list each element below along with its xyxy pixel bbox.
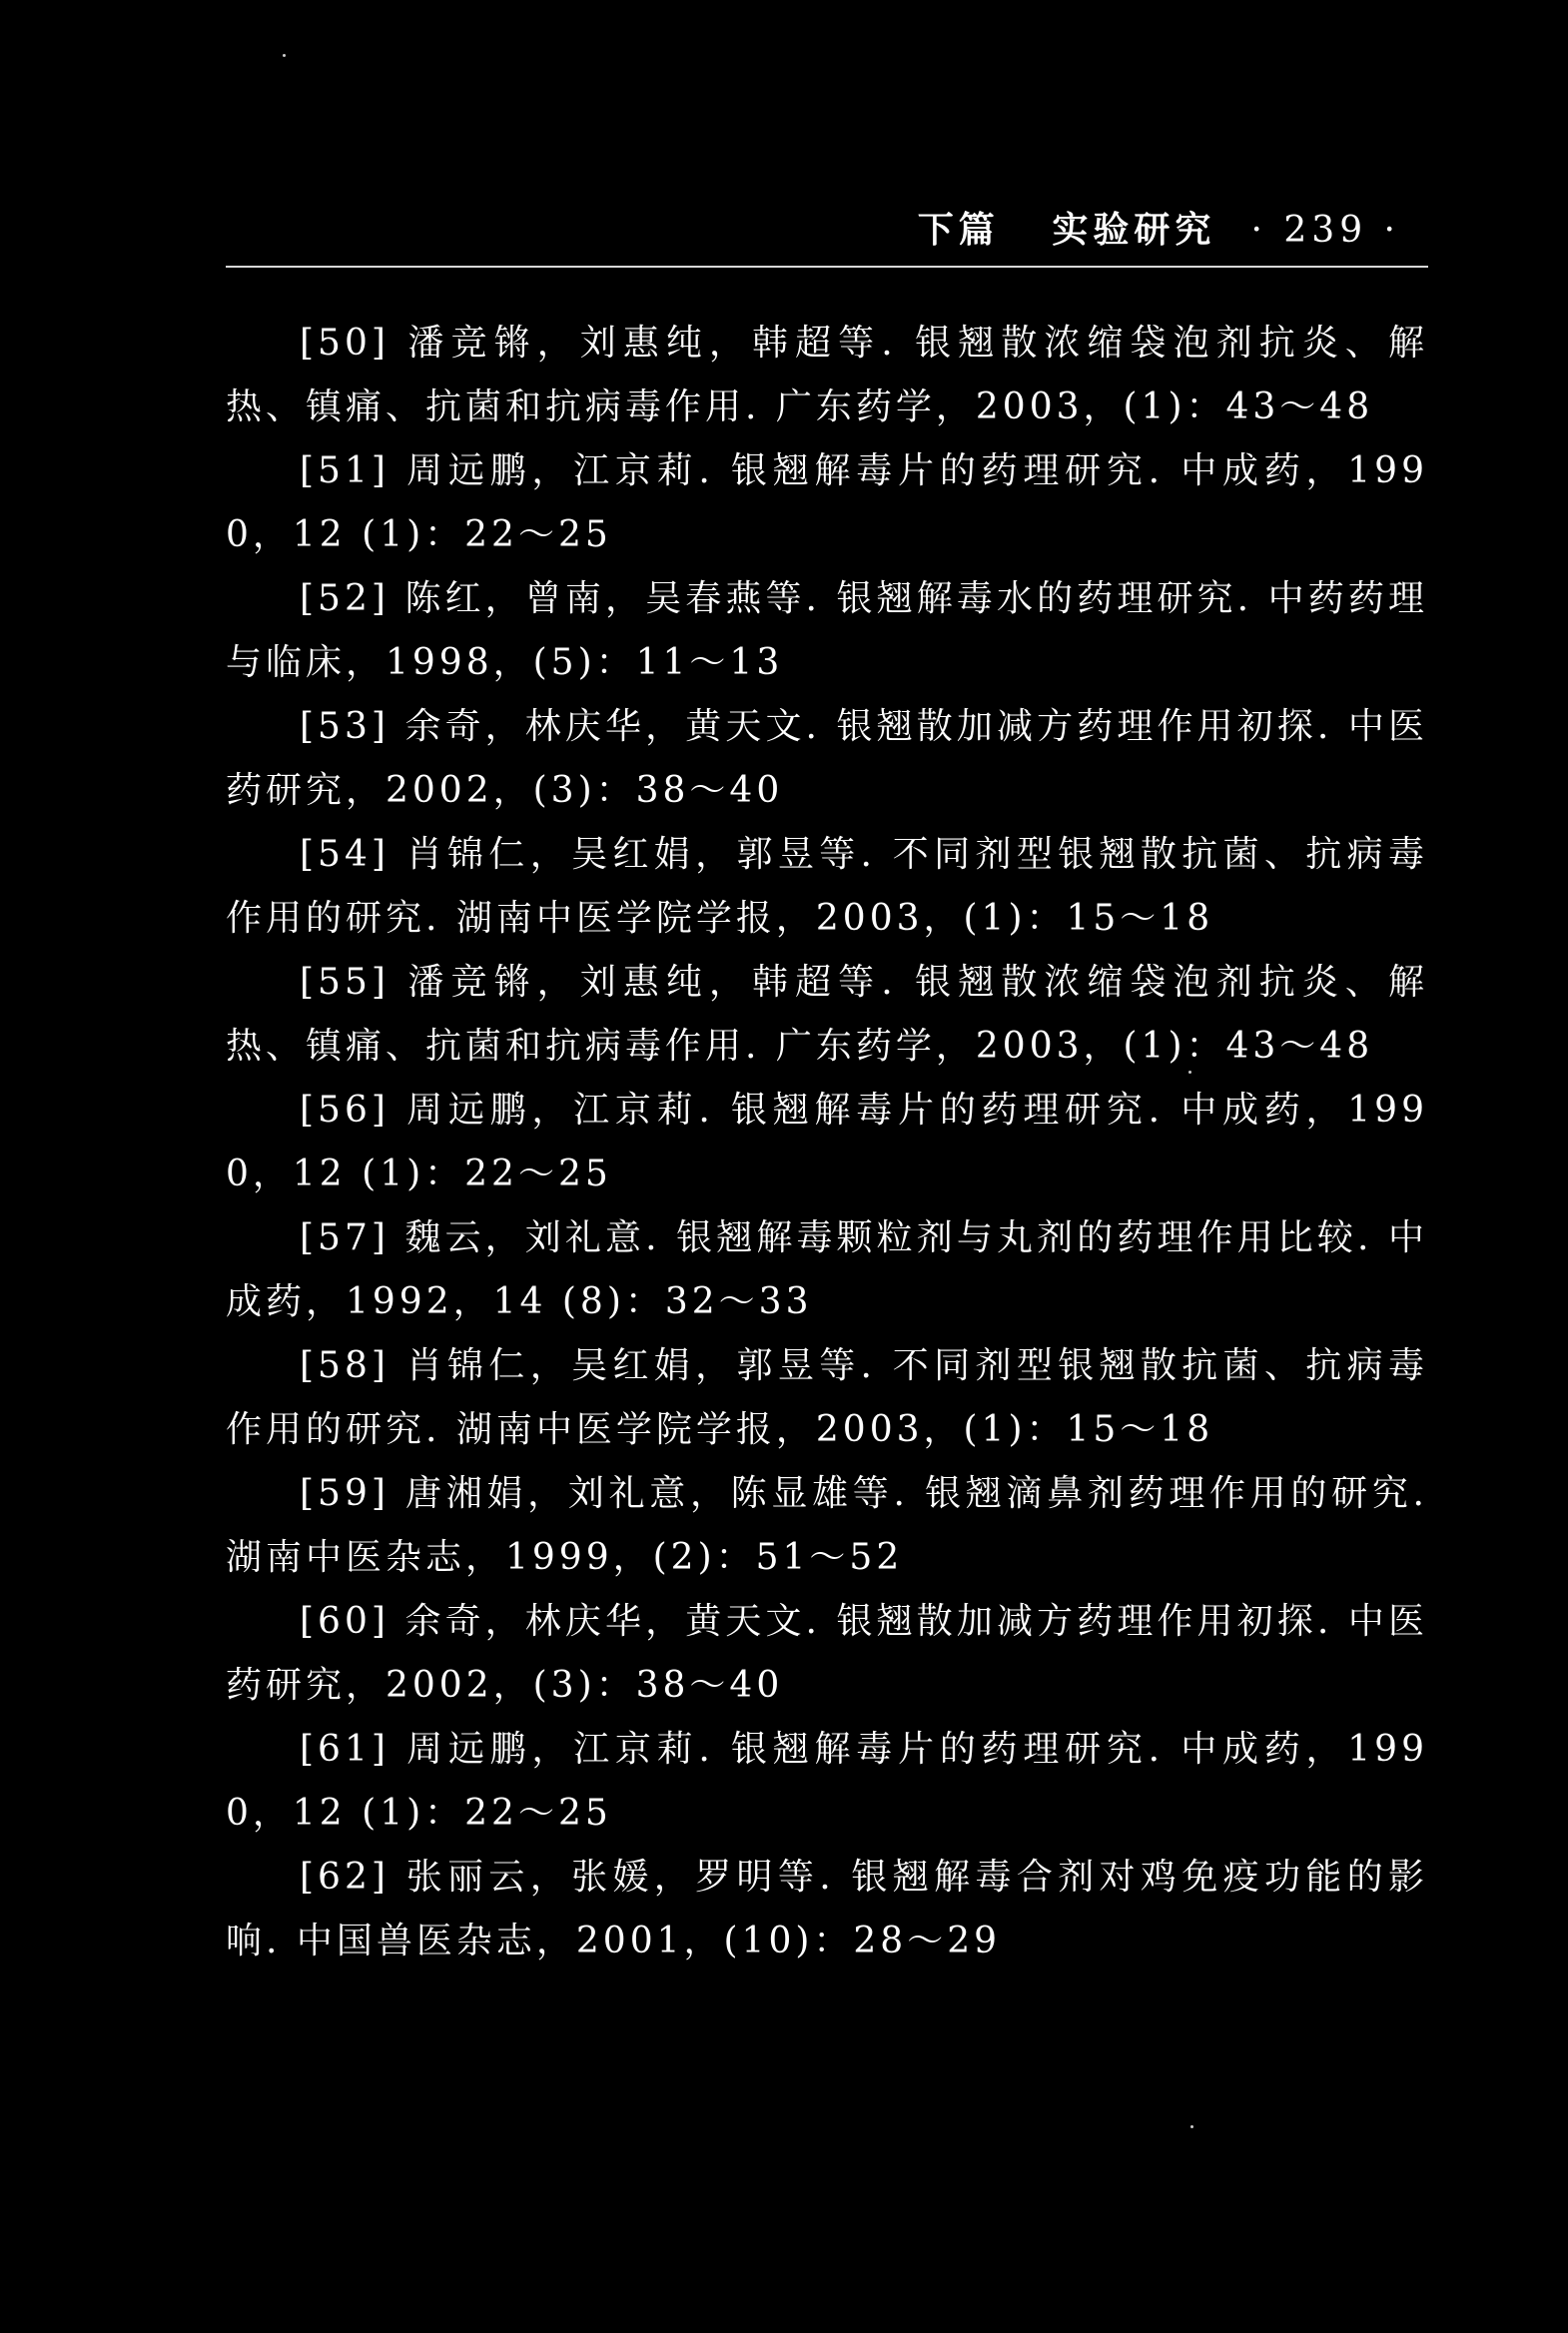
scan-speck	[283, 54, 286, 57]
reference-item: [50] 潘竞锵，刘惠纯，韩超等. 银翘散浓缩袋泡剂抗炎、解热、镇痛、抗菌和抗病毒作用. 广东药学，2003，(1)：43～48	[226, 323, 1428, 427]
reference-item: [57] 魏云，刘礼意. 银翘解毒颗粒剂与丸剂的药理作用比较. 中成药，1992，14 (8)：32～33	[226, 1217, 1428, 1322]
scan-speck	[1188, 1071, 1191, 1074]
running-header	[226, 200, 1428, 268]
reference-item: [58] 肖锦仁，吴红娟，郭昱等. 不同剂型银翘散抗菌、抗病毒作用的研究. 湖南中医学院学报，2003，(1)：15～18	[226, 1345, 1428, 1450]
reference-item: [61] 周远鹏，江京莉. 银翘解毒片的药理研究. 中成药，1990，12 (1)：22～25	[226, 1729, 1428, 1834]
reference-item: [53] 余奇，林庆华，黄天文. 银翘散加减方药理作用初探. 中医药研究，2002，(3)：38～40	[226, 706, 1428, 811]
reference-item: [60] 余奇，林庆华，黄天文. 银翘散加减方药理作用初探. 中医药研究，2002，(3)：38～40	[226, 1601, 1428, 1706]
header-section: 下篇	[917, 209, 1000, 251]
header-chapter: 实验研究	[1052, 209, 1216, 251]
reference-item: [59] 唐湘娟，刘礼意，陈显雄等. 银翘滴鼻剂药理作用的研究. 湖南中医杂志，1999，(2)：51～52	[226, 1473, 1428, 1578]
page-number: · 239 ·	[1250, 210, 1400, 251]
reference-list	[226, 312, 1428, 1973]
reference-item: [51] 周远鹏，江京莉. 银翘解毒片的药理研究. 中成药，1990，12 (1)：22～25	[226, 450, 1428, 555]
scan-speck	[1190, 2125, 1193, 2128]
header-title	[918, 202, 1400, 259]
reference-item: [55] 潘竞锵，刘惠纯，韩超等. 银翘散浓缩袋泡剂抗炎、解热、镇痛、抗菌和抗病毒作用. 广东药学，2003，(1)：43～48	[226, 962, 1428, 1067]
reference-item: [52] 陈红，曾南，吴春燕等. 银翘解毒水的药理研究. 中药药理与临床，1998，(5)：11～13	[226, 578, 1428, 683]
reference-item: [54] 肖锦仁，吴红娟，郭昱等. 不同剂型银翘散抗菌、抗病毒作用的研究. 湖南中医学院学报，2003，(1)：15～18	[226, 834, 1428, 939]
reference-item: [56] 周远鹏，江京莉. 银翘解毒片的药理研究. 中成药，1990，12 (1)：22～25	[226, 1090, 1428, 1194]
reference-item: [62] 张丽云，张媛，罗明等. 银翘解毒合剂对鸡免疫功能的影响. 中国兽医杂志，2001，(10)：28～29	[226, 1857, 1428, 1961]
